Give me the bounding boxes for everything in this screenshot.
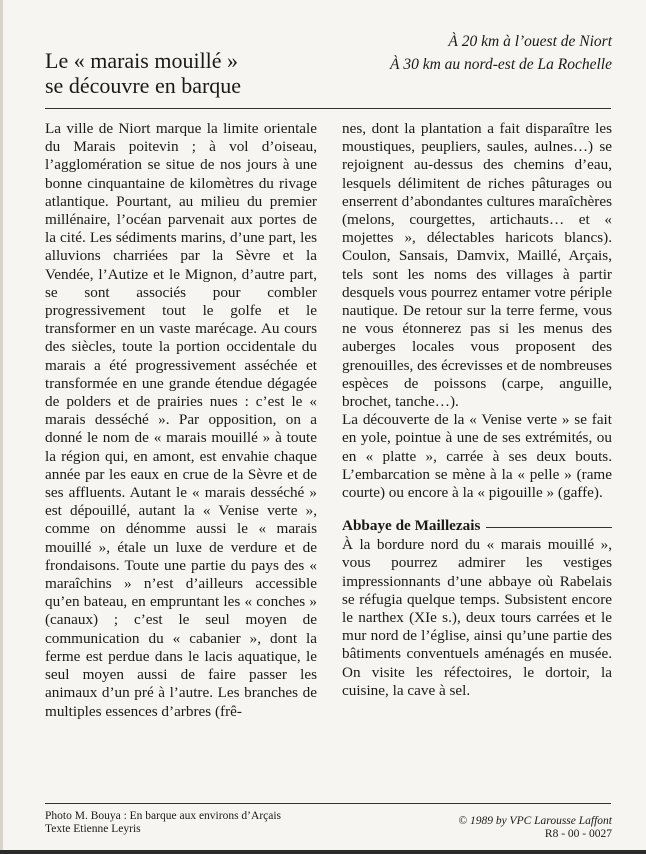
card-edge — [0, 0, 3, 854]
section-heading-text: Abbaye de Maillezais — [342, 517, 481, 535]
copyright-line: © 1989 by VPC Larousse Laffont — [458, 815, 612, 827]
card-bottom-edge — [0, 850, 646, 854]
reference-code: R8 - 00 - 0027 — [544, 828, 612, 840]
header-divider — [45, 108, 611, 109]
photo-credit: Photo M. Bouya : En barque aux environs d’Arçais — [45, 810, 282, 822]
body-paragraph-2: La découverte de la « Venise verte » se fait en yole, pointue à une de ses extrémités, ou en « platte », carrée à ses deux bouts. L’embarcation se mène à la « pelle » (rame courte) ou encore à la « pigouille » (gaffe). — [342, 411, 612, 502]
title-line-1: Le « marais mouillé » — [45, 48, 239, 73]
title-line-2: se découvre en barque — [45, 73, 242, 98]
text-credit: Texte Etienne Leyris — [45, 823, 141, 835]
location-line-2: À 30 km au nord-est de La Rochelle — [390, 56, 612, 73]
body-text-left: La ville de Niort marque la limite orientale du Marais poitevin ; à vol d’oiseau, l’agglomération se situe de nos jours à une bonne cinquantaine de kilomètres du rivage atlantique. Pourtant, au milieu du premier millénaire, l’océan parvenait aux portes de la cité. Les sédiments marins, d’une part, les alluvions charriées par la Sèvre et la Vendée, l’Autize et le Mignon, d’autre part, se sont associés pour combler progressivement tout le golfe et le transformer en un vaste marécage. Au cours des siècles, toute la portion occidentale du marais a été progressivement asséchée et transformée en une grande étendue dégagée de polders et de prairies nues : c’est le « marais desséché ». Par opposition, on a donné le nom de « marais mouillé » à toute la région qui, en amont, est envahie chaque année par les eaux en crue de la Sèvre et de ses affluents. Autant le « marais desséché » est dépouillé, autant la « Venise verte », comme on dénomme aussi le « marais mouillé », étale un luxe de verdure et de frondaisons. Toute une partie du pays des « maraîchins » n’est d’ailleurs accessible qu’en bateau, en empruntant les « conches » (canaux) ; c’est le seul moyen de communication du « cabanier », dont la ferme est perdue dans le lacis aquatique, le seul moyen aussi de faire passer les animaux d’un pré à l’autre. Les branches de multiples essences d’arbres (frê- — [45, 120, 317, 720]
body-paragraph-3: À la bordure nord du « marais mouillé », vous pourrez admirer les vestiges impressionnants d’une abbaye où Rabelais se réfugia quelque temps. Subsistent encore le narthex (XIe s.), deux tours carrées et le mur nord de l’église, ainsi qu’une partie des bâtiments conventuels aménagés en musée. On visite les réfectoires, le dortoir, la cuisine, la cave à sel. — [342, 536, 612, 699]
right-column — [342, 120, 612, 700]
credits — [45, 810, 281, 836]
section-heading-rule — [486, 527, 612, 528]
location-line-1: À 20 km à l’ouest de Niort — [448, 33, 612, 50]
section-heading — [342, 517, 612, 535]
location-info — [390, 30, 612, 76]
page-title — [45, 48, 241, 98]
left-column — [45, 120, 317, 721]
copyright — [458, 815, 612, 841]
body-paragraph-1: nes, dont la plantation a fait disparaître les moustiques, peupliers, saules, aulnes…) se rejoignent au-dessus des chemins d’eau, lesquels délimitent de riches pâturages ou enserrent d’abondantes cultures maraîchères (melons, courgettes, artichauts… et « mojettes », délectables haricots blancs). Coulon, Sansais, Damvix, Maillé, Arçais, tels sont les noms des villages à partir desquels vous pourrez entamer votre périple nautique. De retour sur la terre ferme, vous ne vous étonnerez pas si les menus des auberges locales vous proposent des grenouilles, des écrevisses et de nombreuses espèces de poissons (carpe, anguille, brochet, tanche…). — [342, 120, 612, 411]
footer-divider — [45, 803, 611, 804]
